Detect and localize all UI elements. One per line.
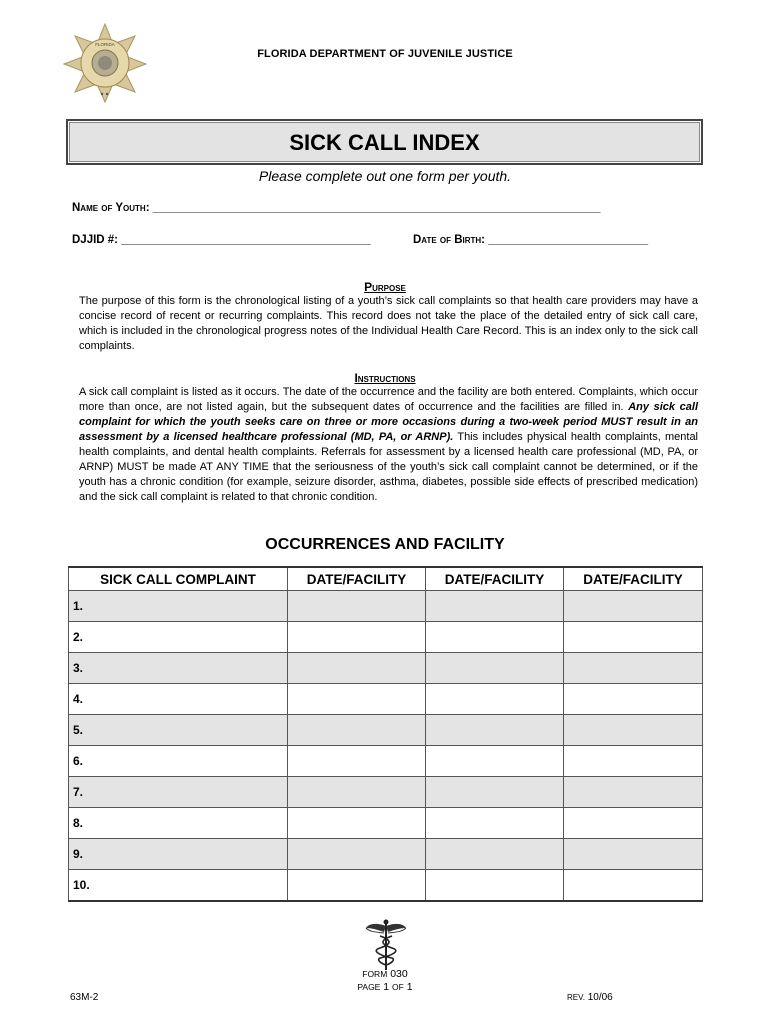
date-facility-cell[interactable]	[288, 684, 426, 715]
date-facility-cell[interactable]	[564, 653, 703, 684]
date-facility-cell[interactable]	[564, 839, 703, 870]
date-facility-cell[interactable]	[426, 777, 564, 808]
page-of: OF	[392, 982, 404, 992]
date-facility-cell[interactable]	[426, 591, 564, 622]
date-facility-cell[interactable]	[288, 777, 426, 808]
djjid-field[interactable]	[72, 234, 371, 246]
date-facility-cell[interactable]	[288, 746, 426, 777]
date-facility-cell[interactable]	[288, 622, 426, 653]
youth-name-label: Name of Youth:	[72, 202, 150, 214]
date-facility-cell[interactable]	[564, 591, 703, 622]
djj-badge-logo	[62, 22, 148, 104]
youth-name-field[interactable]	[72, 202, 600, 214]
svg-text:FLORIDA: FLORIDA	[95, 42, 115, 47]
dob-line: _________________________	[488, 234, 649, 246]
date-facility-cell[interactable]	[564, 622, 703, 653]
date-facility-cell[interactable]	[426, 622, 564, 653]
date-facility-cell[interactable]	[564, 870, 703, 902]
dob-field[interactable]	[413, 234, 648, 246]
date-facility-cell[interactable]	[564, 684, 703, 715]
table-row	[69, 622, 703, 653]
date-facility-cell[interactable]	[288, 839, 426, 870]
revision-date	[567, 992, 613, 1003]
complaint-cell[interactable]: 7.	[69, 777, 288, 808]
form-subtitle: Please complete out one form per youth.	[258, 168, 512, 184]
table-row	[69, 653, 703, 684]
table-row	[69, 808, 703, 839]
djjid-line: _______________________________________	[121, 234, 371, 246]
date-facility-cell[interactable]	[564, 808, 703, 839]
complaint-cell[interactable]: 5.	[69, 715, 288, 746]
date-facility-cell[interactable]	[426, 715, 564, 746]
date-facility-cell[interactable]	[288, 591, 426, 622]
rev-label: REV.	[567, 993, 585, 1002]
form-number	[0, 968, 770, 980]
date-facility-cell[interactable]	[564, 777, 703, 808]
date-facility-cell[interactable]	[564, 746, 703, 777]
page-current: 1	[383, 981, 390, 993]
youth-name-line: ______________________________________________________________________	[152, 202, 601, 214]
caduceus-icon	[364, 918, 408, 972]
date-facility-cell[interactable]	[564, 715, 703, 746]
date-facility-cell[interactable]	[426, 746, 564, 777]
form-number-value: 030	[390, 968, 408, 980]
table-row	[69, 777, 703, 808]
column-header-date-facility: DATE/FACILITY	[564, 567, 703, 591]
form-code: 63M-2	[70, 992, 99, 1003]
occurrences-heading: OCCURRENCES AND FACILITY	[265, 536, 505, 553]
complaint-cell[interactable]: 6.	[69, 746, 288, 777]
complaint-cell[interactable]: 9.	[69, 839, 288, 870]
title-box	[66, 119, 703, 165]
date-facility-cell[interactable]	[288, 715, 426, 746]
occurrences-table	[68, 566, 703, 902]
column-header-date-facility: DATE/FACILITY	[426, 567, 564, 591]
table-row	[69, 746, 703, 777]
agency-name: FLORIDA DEPARTMENT OF JUVENILE JUSTICE	[257, 48, 513, 60]
instructions-text	[79, 385, 698, 505]
date-facility-cell[interactable]	[426, 653, 564, 684]
form-title: SICK CALL INDEX	[289, 130, 480, 155]
page-label: PAGE	[357, 982, 381, 992]
table-row	[69, 715, 703, 746]
complaint-cell[interactable]: 8.	[69, 808, 288, 839]
instructions-heading: Instructions	[354, 371, 416, 385]
table-header-row	[69, 567, 703, 591]
instructions-text-emphasis: Any sick call complaint for which the youth seeks care on three or more occasions during a two-week period MUST result in an assessment by a licensed healthcare professional (MD, PA, or ARNP).	[79, 401, 698, 443]
djjid-label: DJJID #:	[72, 234, 119, 246]
date-facility-cell[interactable]	[426, 684, 564, 715]
purpose-text: The purpose of this form is the chronological listing of a youth’s sick call complaints so that health care providers may have a concise record of recent or recurring complaints. This record does not take the place of the detailed entry of sick call care, which is included in the chronological progress notes of the Individual Health Care Record. This is an index only to the sick call complaints.	[79, 295, 698, 352]
dob-label: Date of Birth:	[413, 234, 486, 246]
page-number	[0, 981, 770, 993]
date-facility-cell[interactable]	[288, 870, 426, 902]
table-row	[69, 591, 703, 622]
date-facility-cell[interactable]	[288, 653, 426, 684]
date-facility-cell[interactable]	[426, 808, 564, 839]
date-facility-cell[interactable]	[426, 870, 564, 902]
complaint-cell[interactable]: 4.	[69, 684, 288, 715]
date-facility-cell[interactable]	[426, 839, 564, 870]
date-facility-cell[interactable]	[288, 808, 426, 839]
complaint-cell[interactable]: 2.	[69, 622, 288, 653]
purpose-heading: Purpose	[364, 280, 406, 294]
instructions-text-after: This includes physical health complaints, mental health complaints, and dental health complaints. Referrals for assessment by a licensed health care professional (MD, PA, or ARNP) MUST be made AT ANY TIME that the seriousness of the youth’s sick call complaint cannot be determined, or if the youth has a chronic condition (for example, seizure disorder, asthma, diabetes, possible side effects of prescribed medication) and the sick call complaint is related to that chronic condition.	[79, 431, 699, 503]
rev-date: 10/06	[587, 992, 613, 1003]
form-label: FORM	[362, 969, 388, 979]
complaint-cell[interactable]: 10.	[69, 870, 288, 902]
table-row	[69, 839, 703, 870]
complaint-cell[interactable]: 1.	[69, 591, 288, 622]
table-row	[69, 684, 703, 715]
column-header-complaint: SICK CALL COMPLAINT	[69, 567, 288, 591]
complaint-cell[interactable]: 3.	[69, 653, 288, 684]
page-total: 1	[406, 981, 413, 993]
instructions-text-before: A sick call complaint is listed as it occurs. The date of the occurrence and the facility are both entered. Complaints, which occur more than once, are not listed again, but the subsequent dates of occurrence and the facilities are filled in.	[79, 386, 698, 413]
table-row	[69, 870, 703, 902]
column-header-date-facility: DATE/FACILITY	[288, 567, 426, 591]
